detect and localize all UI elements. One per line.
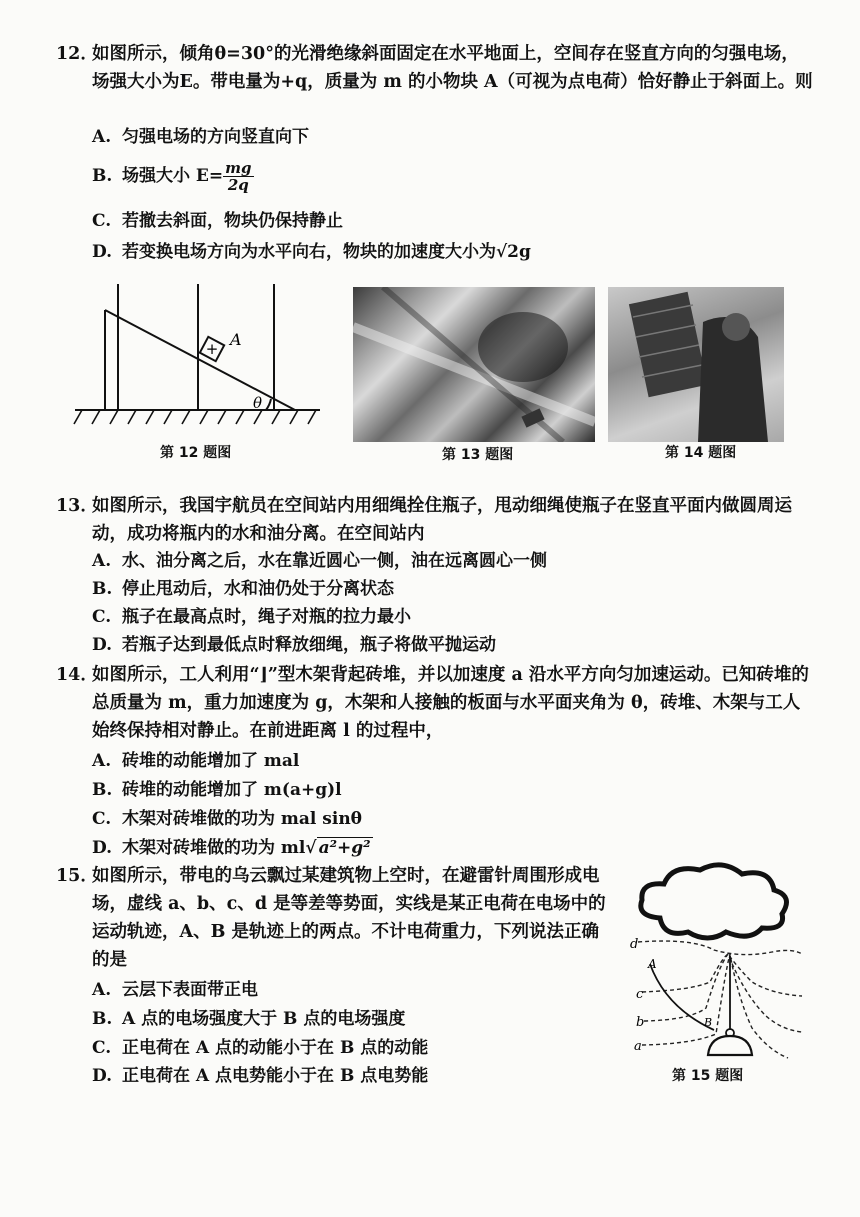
question-15 (56, 862, 616, 974)
question-13 (56, 492, 816, 548)
question-number: 13． (56, 496, 98, 516)
svg-text:+: + (205, 340, 219, 358)
option-b (92, 575, 394, 603)
figure-caption: 第 15 题图 (672, 1068, 744, 1084)
option-text: 若瓶子达到最低点时释放细绳，瓶子将做平抛运动 (122, 635, 496, 655)
question-stem: 如图所示，倾角θ=30°的光滑绝缘斜面固定在水平地面上，空间存在竖直方向的匀强电场，场强大小为E。带电量为+q，质量为 m 的小物块 A（可视为点电荷）恰好静止于斜面上。则 (92, 44, 813, 92)
option-a (92, 976, 258, 1004)
option-a (92, 123, 309, 151)
option-c (92, 1034, 428, 1062)
option-text: 若变换电场方向为水平向右，物块的加速度大小为√2g (122, 242, 531, 262)
fraction-denominator: 2q (227, 176, 249, 194)
figure-caption: 第 12 题图 (160, 445, 232, 461)
option-text: 停止甩动后，水和油仍处于分离状态 (122, 579, 394, 599)
option-label: B. (92, 780, 113, 800)
option-label: C. (92, 809, 112, 829)
question-stem: 如图所示，我国宇航员在空间站内用细绳拴住瓶子，甩动细绳使瓶子在竖直平面内做圆周运动，成功将瓶内的水和油分离。在空间站内 (92, 496, 792, 544)
point-a-label: A (648, 957, 657, 971)
option-c (92, 603, 411, 631)
question-number: 15． (56, 866, 98, 886)
block-label: A (230, 330, 242, 349)
fraction (223, 160, 253, 193)
storm-cloud-diagram (622, 858, 804, 1063)
option-text: 砖堆的动能增加了 m(a+g)l (122, 780, 342, 800)
point-b-label: B (704, 1016, 713, 1029)
option-d (92, 631, 496, 659)
option-label: A. (92, 127, 112, 147)
option-label: C. (92, 211, 112, 231)
option-text: 若撤去斜面，物块仍保持静止 (122, 211, 343, 231)
figure-caption: 第 13 题图 (442, 447, 514, 463)
option-b (92, 776, 342, 804)
option-label: D. (92, 1066, 113, 1086)
option-text: 云层下表面带正电 (122, 980, 258, 1000)
option-label: A. (92, 551, 112, 571)
option-c (92, 207, 343, 235)
option-text: 砖堆的动能增加了 mal (122, 751, 300, 771)
option-a (92, 547, 547, 575)
option-b (92, 1005, 405, 1033)
option-label: A. (92, 751, 112, 771)
option-b (92, 160, 254, 193)
question-14 (56, 661, 816, 745)
charged-block (200, 337, 224, 361)
cloud-icon (641, 865, 787, 938)
option-text: 木架对砖堆做的功为 ml (122, 838, 306, 858)
option-d (92, 238, 531, 266)
option-label: D. (92, 838, 113, 858)
worker-photo (608, 287, 784, 442)
angle-label: θ (253, 394, 263, 412)
option-label: A. (92, 980, 112, 1000)
photo-detail (353, 287, 595, 442)
option-text: 水、油分离之后，水在靠近圆心一侧，油在远离圆心一侧 (122, 551, 547, 571)
equipotential-label-a: a (634, 1039, 642, 1054)
equipotential-label-d: d (630, 937, 639, 952)
option-label: C. (92, 1038, 112, 1058)
equipotential-label-b: b (636, 1015, 645, 1030)
option-text: 正电荷在 A 点的动能小于在 B 点的动能 (122, 1038, 429, 1058)
option-d: D. 木架对砖堆做的功为 ml√ a²+g² (92, 834, 373, 862)
option-a (92, 747, 299, 775)
option-text: 木架对砖堆做的功为 mal sinθ (122, 809, 363, 829)
option-label: D. (92, 635, 113, 655)
option-label: C. (92, 607, 112, 627)
question-number: 12． (56, 44, 98, 64)
astronaut-photo (353, 287, 595, 442)
figure-caption: 第 14 题图 (665, 445, 737, 461)
option-label: B. (92, 166, 113, 186)
fraction-numerator: mg (225, 159, 252, 177)
option-label: D. (92, 242, 113, 262)
question-stem: 如图所示，带电的乌云飘过某建筑物上空时，在避雷针周围形成电场，虚线 a、b、c、d 是等差等势面，实线是某正电荷在电场中的运动轨迹，A、B 是轨迹上的两点。不计电荷重力，下列说法正确的是 (92, 866, 606, 970)
option-text: 匀强电场的方向竖直向下 (122, 127, 309, 147)
option-c (92, 805, 362, 833)
option-label: B. (92, 579, 113, 599)
equipotential-label-c: c (636, 987, 644, 1002)
option-text: A 点的电场强度大于 B 点的电场强度 (122, 1009, 406, 1029)
lightning-rod (708, 956, 752, 1055)
question-number: 14． (56, 665, 98, 685)
question-stem: 如图所示，工人利用“⌋”型木架背起砖堆，并以加速度 a 沿水平方向匀加速运动。已知砖堆的总质量为 m，重力加速度为 g，木架和人接触的板面与水平面夹角为 θ，砖堆、木架与工人始终保持相对静止。在前进距离 l 的过程中， (92, 665, 809, 741)
photo-detail (608, 287, 784, 442)
sqrt-expression: a²+g² (318, 838, 371, 858)
option-text: 正电荷在 A 点电势能小于在 B 点电势能 (122, 1066, 429, 1086)
option-text: 场强大小 E= (122, 166, 224, 186)
option-d (92, 1062, 428, 1090)
option-label: B. (92, 1009, 113, 1029)
question-12 (56, 40, 816, 96)
option-text: 瓶子在最高点时，绳子对瓶的拉力最小 (122, 607, 411, 627)
incline-diagram (70, 282, 330, 432)
